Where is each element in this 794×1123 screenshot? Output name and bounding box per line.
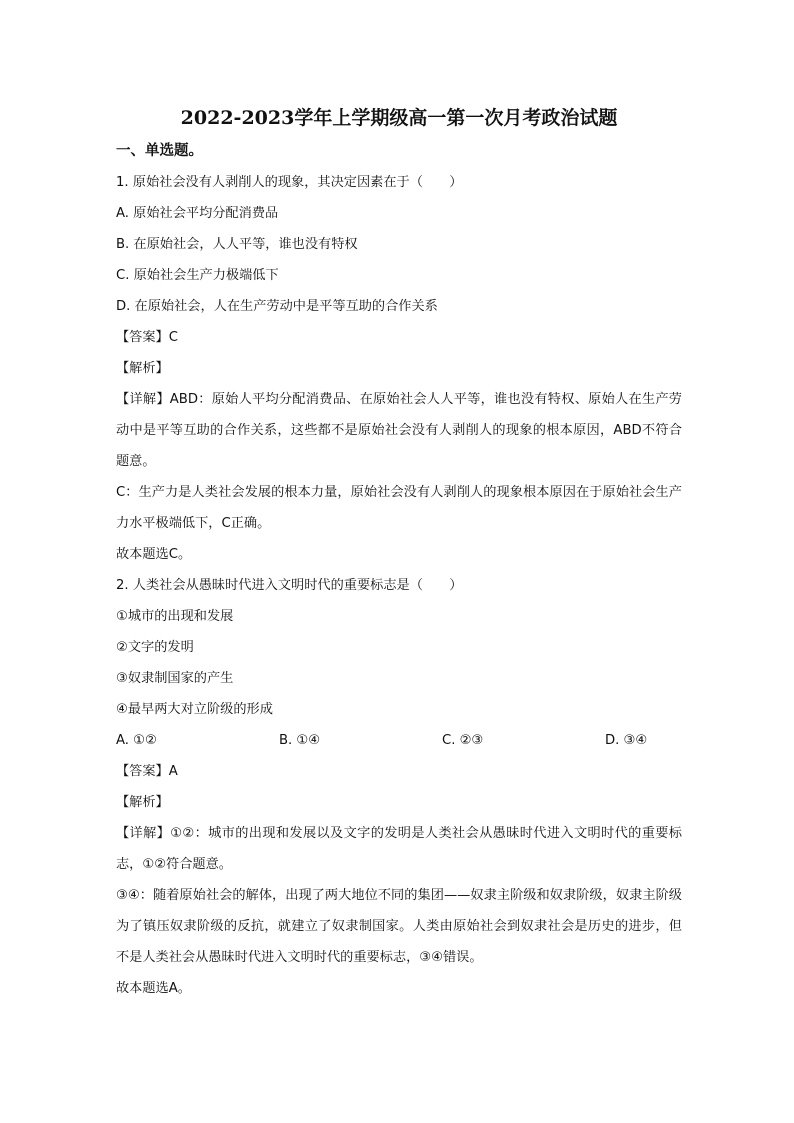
- statement-3: ③奴隶制国家的产生: [116, 671, 234, 686]
- document-content: [116, 102, 682, 1004]
- conclusion: 故本题选A。: [116, 981, 191, 996]
- option-c: C. ②③: [442, 733, 484, 748]
- question-2: [116, 570, 682, 1004]
- conclusion: 故本题选C。: [116, 547, 192, 562]
- option-a: A. 原始社会平均分配消费品: [116, 206, 279, 221]
- answer-label: 【答案】C: [116, 330, 178, 345]
- statement-1: ①城市的出现和发展: [116, 609, 234, 624]
- analysis-label: 【解析】: [116, 361, 169, 376]
- statement-2: ②文字的发明: [116, 640, 194, 655]
- question-stem: 1. 原始社会没有人剥削人的现象，其决定因素在于（ ）: [116, 175, 463, 190]
- option-b: B. ①④: [279, 733, 321, 748]
- options-row: [116, 725, 682, 756]
- option-a: A. ①②: [116, 733, 157, 748]
- option-d: D. 在原始社会，人在生产劳动中是平等互助的合作关系: [116, 299, 438, 314]
- question-1: [116, 167, 682, 570]
- analysis-detail: 【详解】①②：城市的出现和发展以及文字的发明是人类社会从愚昧时代进入文明时代的重要标志，①②符合题意。: [116, 826, 682, 872]
- option-c: C. 原始社会生产力极端低下: [116, 268, 279, 283]
- analysis-detail: 【详解】ABD：原始人平均分配消费品、在原始社会人人平等，谁也没有特权、原始人在生产劳动中是平等互助的合作关系，这些都不是原始社会没有人剥削人的现象的根本原因，ABD不符合题意。: [116, 392, 682, 469]
- option-b: B. 在原始社会，人人平等，谁也没有特权: [116, 237, 358, 252]
- question-stem: 2. 人类社会从愚昧时代进入文明时代的重要标志是（ ）: [116, 578, 463, 593]
- analysis-detail: ③④：随着原始社会的解体，出现了两大地位不同的集团——奴隶主阶级和奴隶阶级，奴隶主阶级为了镇压奴隶阶级的反抗，就建立了奴隶制国家。人类由原始社会到奴隶社会是历史的进步，但不是人类社会从愚昧时代进入文明时代的重要标志，③④错误。: [116, 888, 682, 965]
- analysis-label: 【解析】: [116, 795, 169, 810]
- page-title: 2022-2023学年上学期级高一第一次月考政治试题: [180, 107, 618, 129]
- statement-4: ④最早两大对立阶级的形成: [116, 702, 273, 717]
- answer-label: 【答案】A: [116, 764, 178, 779]
- analysis-detail: C：生产力是人类社会发展的根本力量，原始社会没有人剥削人的现象根本原因在于原始社会生产力水平极端低下，C正确。: [116, 485, 682, 531]
- option-d: D. ③④: [605, 733, 648, 748]
- section-heading: 一、单选题。: [116, 143, 203, 159]
